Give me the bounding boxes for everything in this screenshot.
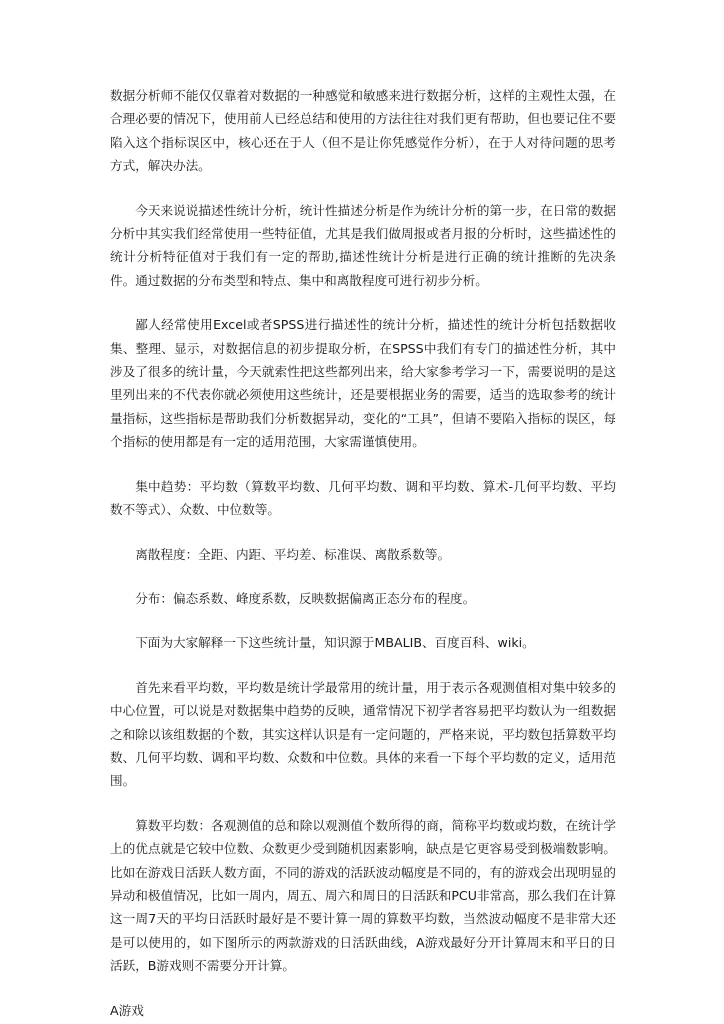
document-body: [110, 84, 616, 978]
paragraph-dispersion: 离散程度：全距、内距、平均差、标准误、离散系数等。: [135, 546, 451, 562]
paragraph-intro: 数据分析师不能仅仅靠着对数据的一种感觉和敏感来进行数据分析，这样的主观性太强，在合理必要的情况下，使用前人已经总结和使用的方法往往对我们更有帮助，但也要记住不要陷入这个指标误区中，核心还在于人（但不是让你凭感觉作分析），在于人对待问题的思考方式，解决办法。: [110, 88, 616, 174]
paragraph-descriptive-stats: 今天来说说描述性统计分析，统计性描述分析是作为统计分析的第一步，在日常的数据分析中其实我们经常使用一些特征值，尤其是我们做周报或者月报的分析时，这些描述性的统计分析特征值对于我们有一定的帮助,描述性统计分析是进行正确的统计推断的先决条件。通过数据的分布类型和特点、集中和离散程度可进行初步分析。: [110, 202, 616, 288]
paragraph-central-tendency: 集中趋势：平均数（算数平均数、几何平均数、调和平均数、算术-几何平均数、平均数不等式）、众数、中位数等。: [110, 478, 616, 518]
paragraph-tools: 鄙人经常使用Excel或者SPSS进行描述性的统计分析，描述性的统计分析包括数据收集、整理、显示，对数据信息的初步提取分析，在SPSS中我们有专门的描述性分析，其中涉及了很多的统计量，今天就索性把这些都列出来，给大家参考学习一下，需要说明的是这里列出来的不代表你就必须使用这些统计，还是要根据业务的需要，适当的选取参考的统计量指标，这些指标是帮助我们分析数据异动，变化的“工具”，但请不要陷入指标的误区，每个指标的使用都是有一定的适用范围，大家需谨慎使用。: [110, 317, 616, 450]
paragraph-sources: 下面为大家解释一下这些统计量，知识源于MBALIB、百度百科、wiki。: [135, 635, 535, 651]
paragraph-mean: 首先来看平均数，平均数是统计学最常用的统计量，用于表示各观测值相对集中较多的中心位置，可以说是对数据集中趋势的反映，通常情况下初学者容易把平均数认为一组数据之和除以该组数据的个数，其实这样认识是有一定问题的，严格来说，平均数包括算数平均数、几何平均数、调和平均数、众数和中位数。具体的来看一下每个平均数的定义，适用范围。: [110, 679, 616, 789]
paragraph-arithmetic-mean: 算数平均数：各观测值的总和除以观测值个数所得的商，简称平均数或均数，在统计学上的优点就是它较中位数、众数更少受到随机因素影响，缺点是它更容易受到极端数影响。比如在游戏日活跃人数方面，不同的游戏的活跃波动幅度是不同的，有的游戏会出现明显的异动和极值情况，比如一周内，周五、周六和周日的日活跃和PCU非常高，那么我们在计算这一周7天的平均日活跃时最好是不要计算一周的算数平均数，当然波动幅度不是非常大还是可以使用的，如下图所示的两款游戏的日活跃曲线，A游戏最好分开计算周末和平日的日活跃，B游戏则不需要分开计算。: [110, 817, 616, 974]
paragraph-distribution: 分布：偏态系数、峰度系数，反映数据偏离正态分布的程度。: [135, 590, 476, 606]
section-label-game-a: A游戏: [110, 1002, 144, 1018]
